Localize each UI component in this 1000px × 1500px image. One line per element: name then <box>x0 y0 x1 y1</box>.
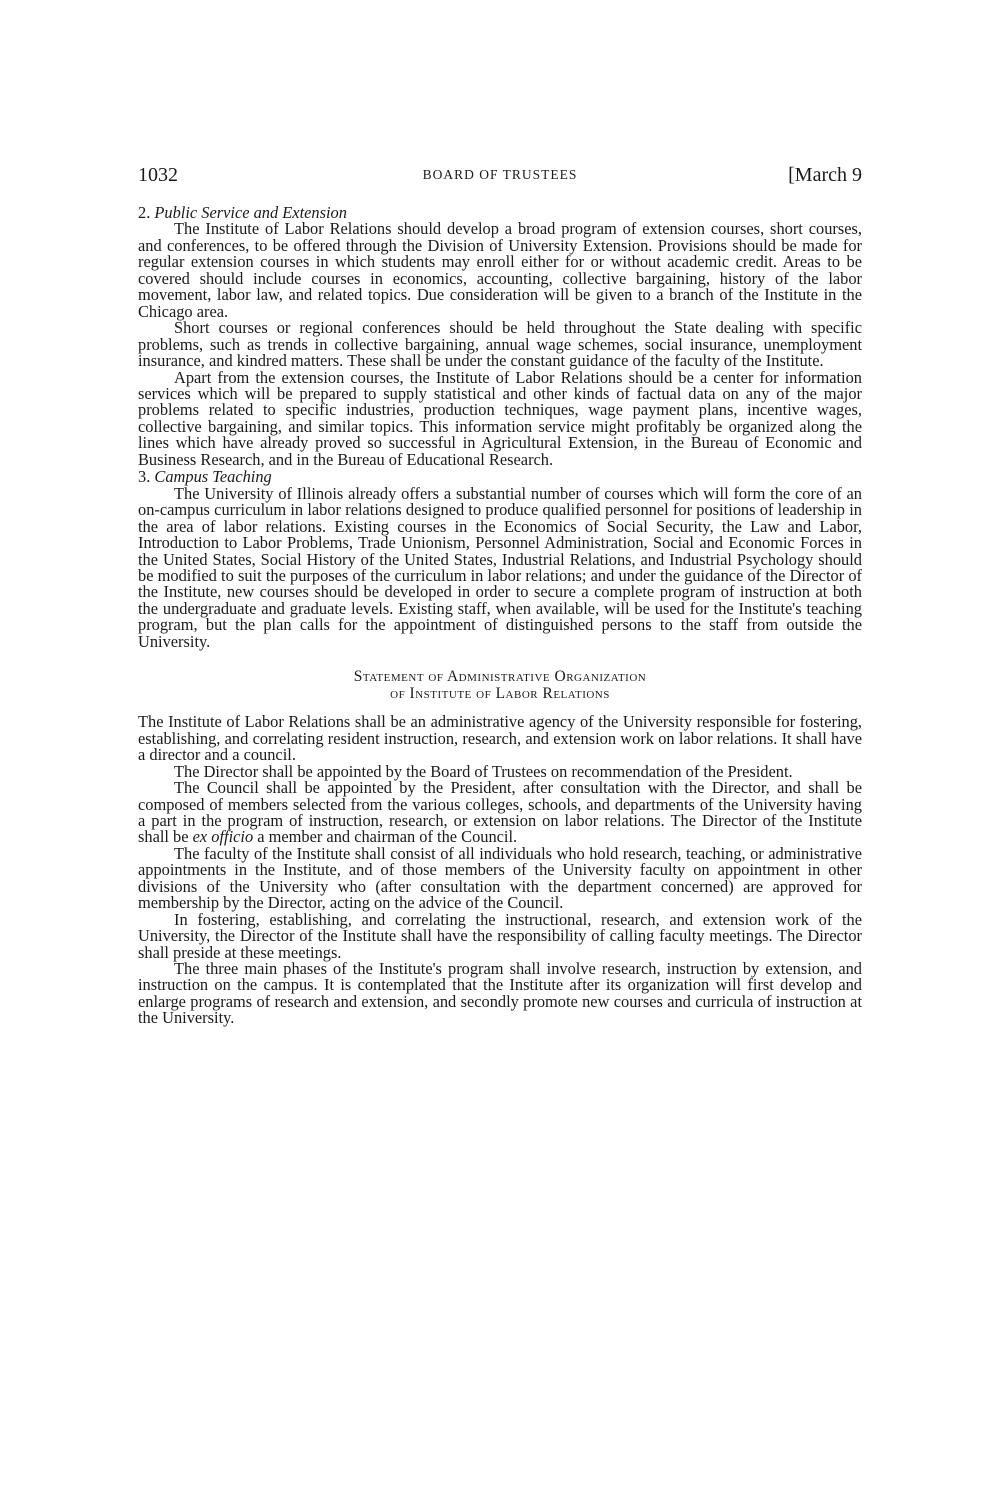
statement-paragraph-5: In fostering, establishing, and correlating the instructional, research, and extension work of the University, the Director of the Institute shall have the responsibility of calling faculty meetings. The Director shall preside at these meetings. <box>138 909 862 962</box>
section-3-title: Campus Teaching <box>154 467 272 487</box>
statement-heading-line-1: Statement of Administrative Organization <box>353 668 647 686</box>
statement-paragraph-1: The Institute of Labor Relations shall be an administrative agency of the University responsible for fostering, establishing, and correlating resident instruction, research, and extension work on labor relations. It shall have a director and a council. <box>138 712 862 765</box>
statement-paragraph-3-a: The Council shall be appointed by the President, after consultation with the Director, and shall be composed of members selected from the various colleges, schools, and departments of the University having a part in the program of instruction, research, or extension on labor relations. The Director of the Institute shall be <box>138 778 862 847</box>
ex-officio-term: ex officio <box>192 827 254 847</box>
statement-heading <box>138 668 862 702</box>
header-date: [March 9 <box>788 164 862 186</box>
section-3-paragraph-1: The University of Illinois already offers a substantial number of courses which will form the core of an on-campus curriculum in labor relations designed to produce qualified personnel for positions of leadership in the area of labor relations. Existing courses in the Economics of Social Security, the Law and Labor, Introduction to Labor Problems, Trade Unionism, Personnel Administration, Social and Economic Forces in the United States, Social History of the United States, Industrial Relations, and Industrial Psychology should be modified to suit the purposes of the curriculum in labor relations; and under the guidance of the Director of the Institute, new courses should be developed in order to secure a complete program of instruction at both the undergraduate and graduate levels. Existing staff, when available, will be used for the Institute's teaching program, but the plan calls for the appointment of distinguished persons to the staff from outside the University. <box>138 483 862 651</box>
document-page <box>138 160 862 1027</box>
statement-paragraph-4: The faculty of the Institute shall consist of all individuals who hold research, teaching, or administrative appointments in the Institute, and of those members of the University faculty on appointment in other divisions of the University who (after consultation with the department concerned) are approved for membership by the Director, acting on the advice of the Council. <box>138 843 862 913</box>
page-header <box>138 160 862 190</box>
page-number: 1032 <box>138 164 178 186</box>
running-title: BOARD OF TRUSTEES <box>422 167 578 182</box>
statement-paragraph-2: The Director shall be appointed by the Board of Trustees on recommendation of the President. <box>174 761 793 781</box>
statement-heading-line-2: of Institute of Labor Relations <box>390 685 610 703</box>
section-3-number: 3. <box>138 467 151 487</box>
statement-paragraph-3 <box>138 780 862 846</box>
statement-paragraph-3-b: a member and chairman of the Council. <box>253 827 518 847</box>
section-2-number: 2. <box>138 203 151 222</box>
section-2-paragraph-2: Short courses or regional conferences should be held throughout the State dealing with specific problems, such as trends in collective bargaining, annual wage schemes, social insurance, unemployment insurance, and kindred matters. These shall be under the constant guidance of the faculty of the Institute. <box>138 318 862 371</box>
statement-paragraph-6: The three main phases of the Institute's program shall involve research, instruction by extension, and instruction on the campus. It is contemplated that the Institute after its organization will first develop and enlarge programs of research and extension, and secondly promote new courses and curricula of instruction at the University. <box>138 959 862 1028</box>
section-2-title: Public Service and Extension <box>154 203 347 222</box>
section-2-paragraph-1: The Institute of Labor Relations should develop a broad program of extension courses, short courses, and conferences, to be offered through the Division of University Extension. Provisions should be made for regular extension courses in which students may enroll either for or without academic credit. Areas to be covered should include courses in economics, accounting, collective bargaining, history of the labor movement, labor law, and related topics. Due consideration will be given to a branch of the Institute in the Chicago area. <box>138 219 862 321</box>
section-2-paragraph-3: Apart from the extension courses, the Institute of Labor Relations should be a center for information services which will be prepared to supply statistical and other kinds of factual data on any of the major problems related to specific industries, production techniques, wage payment plans, incentive wages, collective bargaining, and similar topics. This information service might profitably be organized along the lines which have already proved so successful in Agricultural Extension, in the Bureau of Economic and Business Research, and in the Bureau of Educational Research. <box>138 367 862 469</box>
